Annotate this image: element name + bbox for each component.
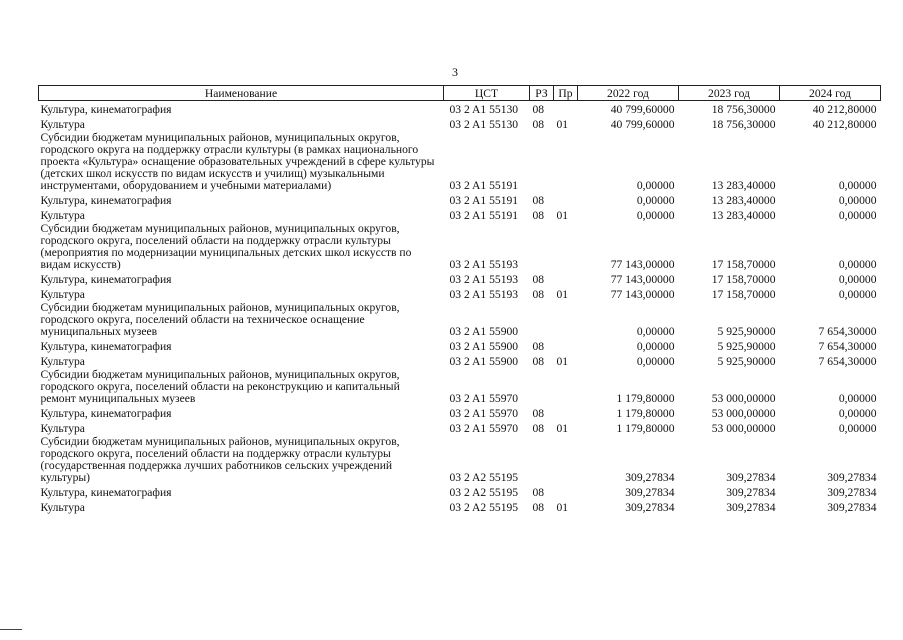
cell-cst: 03 2 A1 55193 (449, 273, 519, 286)
header-pr: Пр (554, 86, 578, 101)
cell-pr (554, 405, 578, 420)
cell-y2024: 0,00000 (838, 392, 877, 405)
cell-y2023: 5 925,90000 (717, 325, 776, 338)
table-row (39, 353, 881, 368)
cell-y2022: 309,27834 (625, 471, 675, 484)
header-2024: 2024 год (780, 86, 881, 101)
cell-y2022: 0,00000 (636, 355, 675, 368)
cell-rz: 08 (532, 273, 545, 286)
cell-y2024: 7 654,30000 (818, 325, 877, 338)
cell-y2023: 17 158,70000 (711, 273, 776, 286)
cell-pr (554, 131, 578, 192)
cell-name: Культура, кинематография (40, 486, 172, 499)
header-2023: 2023 год (679, 86, 780, 101)
cell-y2024: 7 654,30000 (818, 355, 877, 368)
cell-pr (554, 271, 578, 286)
cell-cst: 03 2 A1 55193 (449, 258, 519, 271)
cell-y2022: 77 143,00000 (610, 288, 675, 301)
cell-name: Культура (40, 288, 85, 301)
cell-pr (554, 368, 578, 405)
cell-y2022: 77 143,00000 (610, 273, 675, 286)
table-row (39, 499, 881, 514)
cell-y2024: 0,00000 (838, 407, 877, 420)
table-row (39, 338, 881, 353)
cell-y2024: 0,00000 (838, 194, 877, 207)
cell-y2024: 309,27834 (827, 501, 877, 514)
cell-y2023: 13 283,40000 (711, 209, 776, 222)
cell-pr (554, 301, 578, 338)
table-row (39, 222, 881, 271)
header-cst: ЦСТ (444, 86, 530, 101)
cell-y2024: 0,00000 (838, 209, 877, 222)
cell-pr (554, 338, 578, 353)
cell-name: Культура (40, 422, 85, 435)
cell-y2023: 13 283,40000 (711, 179, 776, 192)
cell-y2022: 0,00000 (636, 325, 675, 338)
cell-name: Культура (40, 118, 85, 131)
cell-rz (530, 222, 554, 271)
cell-rz (530, 301, 554, 338)
table-row (39, 286, 881, 301)
cell-cst: 03 2 A1 55191 (449, 179, 519, 192)
table-row (39, 271, 881, 286)
cell-y2022: 40 799,60000 (610, 118, 675, 131)
cell-y2024: 40 212,80000 (812, 103, 877, 116)
table-row (39, 484, 881, 499)
cell-pr (554, 484, 578, 499)
cell-name: Культура (40, 209, 85, 222)
cell-y2023: 53 000,00000 (711, 422, 776, 435)
cell-pr: 01 (556, 209, 569, 222)
cell-y2023: 18 756,30000 (711, 103, 776, 116)
cell-rz: 08 (532, 103, 545, 116)
cell-y2022: 40 799,60000 (610, 103, 675, 116)
page-edge-mark (0, 629, 22, 630)
cell-pr: 01 (556, 118, 569, 131)
cell-y2024: 309,27834 (827, 471, 877, 484)
cell-y2022: 0,00000 (636, 179, 675, 192)
cell-y2022: 77 143,00000 (610, 258, 675, 271)
cell-rz (530, 435, 554, 484)
cell-cst: 03 2 A1 55900 (449, 355, 519, 368)
cell-y2024: 0,00000 (838, 179, 877, 192)
table-row (39, 435, 881, 484)
cell-name: Культура, кинематография (40, 340, 172, 353)
cell-y2024: 7 654,30000 (818, 340, 877, 353)
cell-y2023: 17 158,70000 (711, 258, 776, 271)
table-row (39, 131, 881, 192)
cell-pr: 01 (556, 355, 569, 368)
cell-cst: 03 2 A1 55191 (449, 209, 519, 222)
cell-rz: 08 (532, 340, 545, 353)
cell-y2023: 309,27834 (726, 486, 776, 499)
cell-y2022: 0,00000 (636, 340, 675, 353)
cell-y2023: 18 756,30000 (711, 118, 776, 131)
cell-cst: 03 2 A1 55193 (449, 288, 519, 301)
cell-cst: 03 2 A2 55195 (449, 471, 519, 484)
cell-name: Субсидии бюджетам муниципальных районов, муниципальных округов, городского округа, поселений области на техническое оснащение муниципальных музеев (40, 301, 400, 338)
table-header-row (39, 86, 881, 101)
cell-rz: 08 (532, 407, 545, 420)
cell-rz: 08 (532, 118, 545, 131)
cell-name: Культура, кинематография (40, 194, 172, 207)
cell-name: Культура (40, 501, 85, 514)
cell-y2023: 309,27834 (726, 471, 776, 484)
table-row (39, 116, 881, 131)
cell-cst: 03 2 A2 55195 (449, 501, 519, 514)
cell-y2024: 0,00000 (838, 288, 877, 301)
budget-table (38, 85, 881, 514)
table-row (39, 420, 881, 435)
cell-cst: 03 2 A1 55900 (449, 340, 519, 353)
cell-name: Субсидии бюджетам муниципальных районов, муниципальных округов, городского округа, поселений области на поддержку отрасли культуры (мероприятия по модернизации муниципальных детских школ искусств по видам искусств) (40, 222, 412, 271)
cell-y2023: 13 283,40000 (711, 194, 776, 207)
cell-name: Культура (40, 355, 85, 368)
cell-pr (554, 192, 578, 207)
cell-y2022: 1 179,80000 (616, 422, 675, 435)
cell-y2024: 40 212,80000 (812, 118, 877, 131)
cell-cst: 03 2 A1 55970 (449, 422, 519, 435)
cell-y2023: 17 158,70000 (711, 288, 776, 301)
cell-rz: 08 (532, 288, 545, 301)
cell-y2022: 0,00000 (636, 209, 675, 222)
cell-pr (554, 101, 578, 117)
table-row (39, 101, 881, 117)
cell-cst: 03 2 A1 55130 (449, 103, 519, 116)
table-body (39, 101, 881, 515)
cell-cst: 03 2 A1 55970 (449, 407, 519, 420)
cell-cst: 03 2 A1 55900 (449, 325, 519, 338)
cell-pr: 01 (556, 422, 569, 435)
header-name: Наименование (39, 86, 444, 101)
cell-cst: 03 2 A2 55195 (449, 486, 519, 499)
cell-rz: 08 (532, 194, 545, 207)
cell-rz: 08 (532, 501, 545, 514)
table-row (39, 301, 881, 338)
cell-name: Культура, кинематография (40, 407, 172, 420)
cell-y2023: 5 925,90000 (717, 355, 776, 368)
cell-y2023: 53 000,00000 (711, 392, 776, 405)
cell-y2022: 1 179,80000 (616, 392, 675, 405)
table-row (39, 368, 881, 405)
cell-cst: 03 2 A1 55191 (449, 194, 519, 207)
cell-pr: 01 (556, 288, 569, 301)
cell-pr: 01 (556, 501, 569, 514)
cell-y2024: 0,00000 (838, 258, 877, 271)
header-2022: 2022 год (578, 86, 679, 101)
cell-cst: 03 2 A1 55970 (449, 392, 519, 405)
table-row (39, 207, 881, 222)
header-rz: РЗ (530, 86, 554, 101)
cell-name: Культура, кинематография (40, 273, 172, 286)
cell-y2023: 53 000,00000 (711, 407, 776, 420)
cell-rz (530, 368, 554, 405)
cell-y2022: 309,27834 (625, 501, 675, 514)
cell-y2024: 0,00000 (838, 422, 877, 435)
cell-cst: 03 2 A1 55130 (449, 118, 519, 131)
cell-name: Субсидии бюджетам муниципальных районов, муниципальных округов, городского округа, поселений области на реконструкцию и капитальный ремонт муниципальных музеев (40, 368, 400, 405)
cell-rz: 08 (532, 422, 545, 435)
cell-name: Субсидии бюджетам муниципальных районов, муниципальных округов, городского округа, поселений области на поддержку отрасли культуры (государственная поддержка лучших работников сельских учреждений культуры) (40, 435, 400, 484)
cell-y2022: 309,27834 (625, 486, 675, 499)
table-row (39, 405, 881, 420)
cell-y2024: 0,00000 (838, 273, 877, 286)
cell-y2023: 5 925,90000 (717, 340, 776, 353)
cell-rz (530, 131, 554, 192)
cell-rz: 08 (532, 355, 545, 368)
table-row (39, 192, 881, 207)
cell-rz: 08 (532, 209, 545, 222)
cell-name: Культура, кинематография (40, 103, 172, 116)
cell-rz: 08 (532, 486, 545, 499)
cell-pr (554, 435, 578, 484)
cell-pr (554, 222, 578, 271)
cell-y2022: 0,00000 (636, 194, 675, 207)
cell-y2022: 1 179,80000 (616, 407, 675, 420)
cell-name: Субсидии бюджетам муниципальных районов, муниципальных округов, городского округа на поддержку отрасли культуры (в рамках национального проекта «Культура» оснащение образовательных учреждений в сфере культуры (детских школ искусств по видам искусств и училищ) музыкальными инструментами, оборудованием и учебными материалами) (40, 131, 435, 192)
page-number: 3 (452, 65, 458, 79)
cell-y2023: 309,27834 (726, 501, 776, 514)
cell-y2024: 309,27834 (827, 486, 877, 499)
